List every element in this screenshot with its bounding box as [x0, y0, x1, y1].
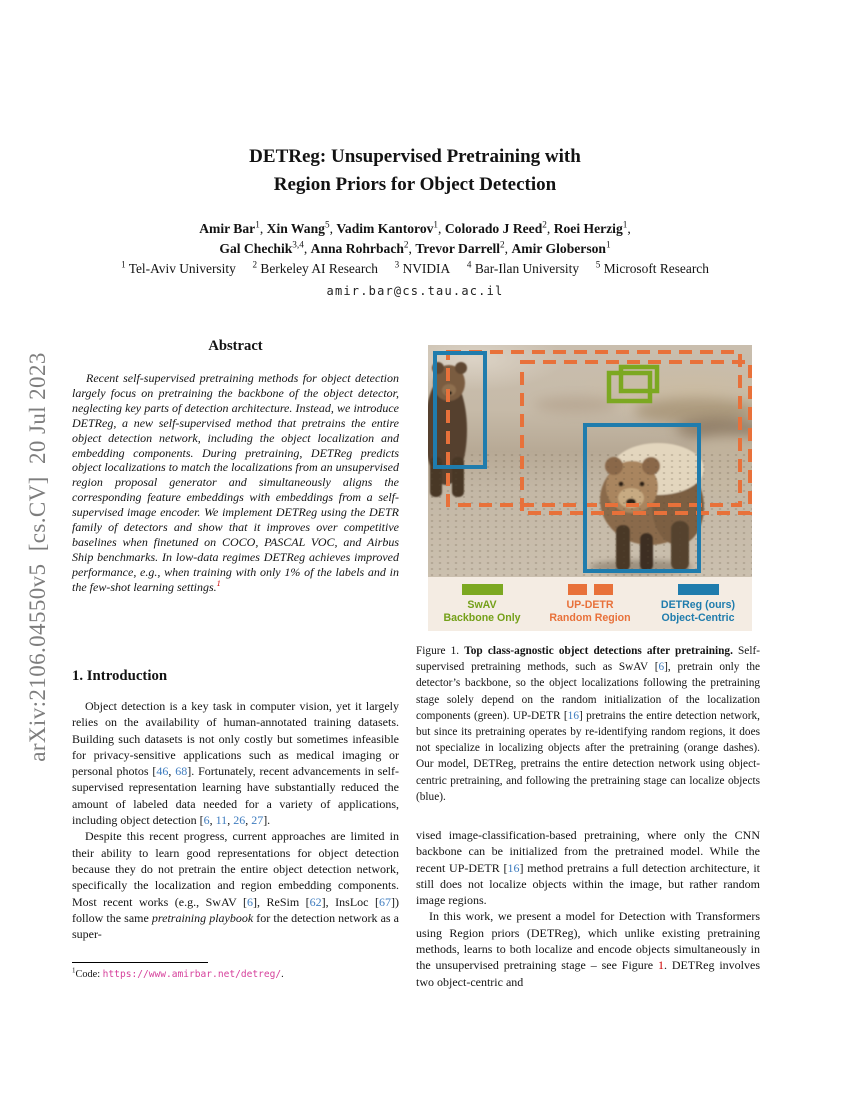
text-segment: Anna Rohrbach — [310, 240, 404, 256]
arxiv-watermark: arXiv:2106.04550v5 [cs.CV] 20 Jul 2023 — [25, 352, 50, 762]
citation-link[interactable]: 68 — [175, 764, 188, 779]
orange-dash-swatch-2 — [594, 584, 613, 595]
blue-solid-swatch — [678, 584, 719, 595]
superscript: 1 — [433, 219, 439, 230]
text-segment: ], pretrain only the detector’s backbone, so the object localizations following the pretraining stage solely depend on the random initialization of the localization components (green). UP-DETR [ — [416, 661, 760, 722]
superscript: 2 — [542, 219, 547, 230]
legend-item-detreg — [644, 577, 752, 631]
author-line-1 — [40, 219, 790, 239]
text-segment: pretraining playbook — [151, 910, 254, 925]
superscript: 2 — [500, 238, 505, 249]
text-segment: Roei Herzig — [553, 221, 623, 236]
superscript: 1 — [255, 219, 260, 230]
text-segment: , — [546, 221, 554, 236]
right-column-text — [416, 827, 760, 990]
text-segment: for the detection network as a super- — [72, 910, 399, 942]
text-segment: Trevor Darrell — [415, 240, 501, 256]
text-segment: , — [303, 240, 311, 256]
footnote — [72, 962, 399, 981]
intro-paragraph-2 — [72, 828, 399, 942]
text-segment: Object detection is a key task in computer vision, yet it largely relies on the availability of human-annotated training datasets. Building such datasets is not only costly but sometimes infeasible for privacy-sensitive applications such as medical imaging or personal photos [ — [72, 699, 399, 779]
legend-detreg-line1: DETReg (ours) — [660, 599, 736, 611]
citation-link[interactable]: 6 — [203, 813, 210, 828]
legend-swav-line2: Backbone Only — [443, 611, 521, 624]
legend-updetr-line2: Random Region — [549, 611, 631, 624]
citation-link[interactable]: 62 — [309, 894, 322, 909]
text-segment: Amir Globerson — [511, 240, 606, 256]
citation-link[interactable]: 16 — [567, 709, 579, 722]
text-segment: ]) follow the same — [72, 894, 399, 925]
detreg-box-left-bear — [435, 353, 485, 467]
detreg-box-center-bear — [585, 425, 699, 571]
text-segment: ] method pretrains a full detection architecture, it still does not localize objects within the image, but rather random image regions. — [416, 860, 760, 908]
footnote-rule — [72, 962, 208, 963]
author-list — [40, 219, 790, 258]
citation-link[interactable]: 16 — [507, 860, 520, 875]
superscript: 4 — [466, 259, 472, 270]
superscript: 3 — [394, 259, 400, 270]
updetr-swatch — [568, 584, 613, 595]
text-segment: Despite this recent progress, current approaches are limited in their ability to learn good representations for object detection because they do not pretrain the entire object detection network, specifically the localization and region embedding components. Most recent works (e.g., SwAV [ — [72, 829, 399, 909]
introduction-text — [72, 698, 399, 942]
orange-dash-swatch-1 — [568, 584, 587, 595]
detreg-swatch — [678, 584, 719, 595]
text-segment: Xin Wang — [266, 221, 325, 236]
superscript: 1 — [72, 966, 76, 975]
citation-link[interactable]: 27 — [251, 813, 264, 828]
superscript: 1 — [622, 219, 628, 230]
swav-swatch — [462, 584, 503, 595]
text-segment: ], ReSim [ — [253, 894, 310, 909]
text-segment: , — [408, 240, 416, 256]
text-segment: . — [281, 969, 284, 980]
updetr-random-region-box-2 — [522, 362, 750, 513]
text-segment: ]. Fortunately, recent advancements in self-supervised representation learning have substantially reduced the amount of labeled data needed for a variety of applications, including object detection [ — [72, 764, 399, 828]
figure-ref-link[interactable]: 1 — [657, 958, 664, 973]
figure-1 — [428, 345, 752, 631]
legend-swav-line1: SwAV — [467, 599, 497, 611]
updetr-random-region-box-1 — [448, 352, 740, 505]
superscript: 2 — [252, 259, 258, 270]
text-segment: ], InsLoc [ — [321, 894, 379, 909]
text-segment: Gal Chechik — [219, 240, 293, 256]
figure-1-caption — [416, 643, 760, 805]
affiliations — [40, 261, 790, 277]
contact-email-link[interactable]: amir.bar@cs.tau.ac.il — [326, 284, 504, 298]
superscript: 2 — [403, 238, 409, 249]
text-segment: Amir Bar — [199, 221, 256, 236]
text-segment: vised image-classification-based pretraining, where only the CNN backbone can be initialized from the pretrained model. While the recent UP-DETR [ — [416, 828, 760, 875]
text-segment: , — [329, 221, 337, 236]
text-segment: ]. — [263, 813, 271, 828]
text-segment: , — [245, 813, 252, 828]
text-segment: , — [259, 221, 267, 236]
figure-1-bear-photo — [428, 345, 752, 577]
swav-random-init-box-1 — [609, 373, 650, 401]
paper-title-line2: Region Priors for Object Detection — [273, 173, 557, 195]
text-segment: Recent self-supervised pretraining methods for object detection largely focus on pretraining the backbone of the object detector, neglecting key parts of detection architecture. Instead, we introduce DETReg, a new self-supervised method that pretrains the entire object detection network, including the object localization and embedding components. During pretraining, DETReg predicts object localizations to match the localizations from an unsupervised region proposal generator and simultaneously aligns the corresponding feature embeddings with embeddings from a self-supervised image encoder. We implement DETReg using the DETR family of detectors and show that it improves over competitive baselines when finetuned on COCO, PASCAL VOC, and Airbus Ship benchmarks. In low-data regimes DETReg achieves improved performance, e.g., when training with only 1% of the labels and in the few-shot learning settings. — [72, 371, 399, 594]
superscript: 5 — [595, 259, 601, 270]
text-segment: Self-supervised pretraining methods, such as SwAV [ — [416, 645, 760, 674]
right-column-paragraph-1 — [416, 827, 760, 908]
text-segment: ] pretrains the entire detection network, but since its pretraining operates by re-identifying random regions, it does not specialize in localizing objects after the pretraining (orange dashes). Our model, DETReg, pretrains the entire detection network using object-centric pretraining, and following the pretraining stage can localize objects (blue). — [416, 709, 760, 803]
code-url-link[interactable]: https://www.amirbar.net/detreg/ — [102, 969, 282, 980]
figure-1-legend — [428, 577, 752, 631]
text-segment: In this work, we present a model for Detection with Transformers using Region priors (DETReg), which unlike existing pretraining methods, learns to both localize and encode objects simultaneously in the unsupervised pretraining stage – see Figure — [416, 909, 760, 973]
green-solid-swatch — [462, 584, 503, 595]
text-segment: , — [209, 813, 216, 828]
text-segment: Top class-agnostic object detections after pretraining. — [464, 645, 733, 657]
detection-boxes-overlay — [428, 345, 752, 577]
legend-item-swav — [428, 577, 536, 631]
text-segment: Colorado J Reed — [444, 221, 543, 236]
paper-title-line1: DETReg: Unsupervised Pretraining with — [249, 146, 581, 167]
legend-updetr-line1: UP-DETR — [566, 599, 614, 611]
abstract-heading: Abstract — [208, 338, 263, 354]
text-segment: Microsoft Research — [600, 261, 709, 276]
citation-link[interactable]: 11 — [215, 813, 228, 828]
text-segment: Berkeley AI Research — [257, 261, 395, 276]
footnote-text — [72, 968, 399, 981]
citation-link[interactable]: 6 — [658, 661, 665, 674]
legend-item-updetr — [536, 577, 644, 631]
abstract-paragraph — [72, 371, 399, 595]
text-segment: , — [627, 221, 631, 236]
citation-link[interactable]: 46 — [156, 764, 169, 779]
abstract-body — [72, 371, 399, 595]
superscript: 5 — [324, 219, 330, 230]
text-segment: , — [227, 813, 234, 828]
text-segment: Code: — [75, 969, 103, 980]
text-segment: Vadim Kantorov — [336, 221, 434, 236]
text-segment: Figure 1. — [416, 645, 465, 657]
author-line-2 — [40, 239, 790, 259]
right-column-paragraph-2 — [416, 908, 760, 989]
text-segment: Bar-Ilan University — [471, 261, 596, 276]
text-segment: NVIDIA — [399, 261, 467, 276]
text-segment: , — [438, 221, 445, 236]
superscript: 1 — [121, 259, 126, 270]
superscript: 1 — [605, 238, 611, 249]
text-segment: , — [504, 240, 512, 256]
text-segment: , — [168, 764, 176, 779]
legend-detreg-line2: Object-Centric — [661, 611, 735, 624]
intro-paragraph-1 — [72, 698, 399, 828]
superscript: 3,4 — [292, 238, 304, 249]
footnote-ref-link[interactable]: 1 — [216, 578, 221, 588]
text-segment: Tel-Aviv University — [125, 261, 253, 276]
citation-link[interactable]: 26 — [233, 813, 246, 828]
paper-title — [40, 143, 790, 198]
citation-link[interactable]: 6 — [247, 894, 254, 909]
citation-link[interactable]: 67 — [378, 894, 391, 909]
text-segment: . DETReg involves two object-centric and — [416, 958, 760, 989]
section-heading-introduction: 1. Introduction — [72, 668, 168, 684]
